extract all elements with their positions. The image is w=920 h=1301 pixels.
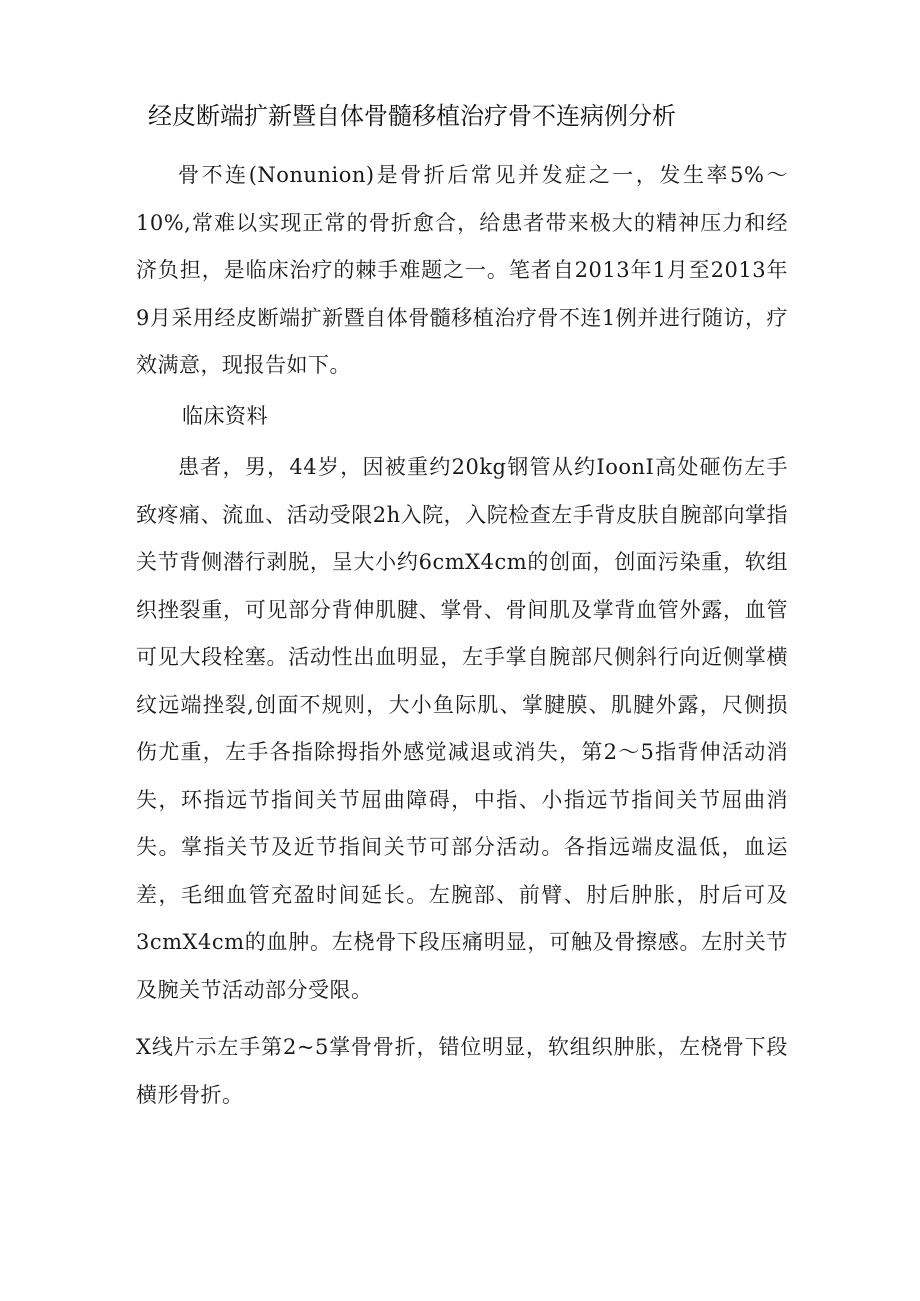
xray-finding-paragraph: X线片示左手第2~5掌骨骨折，错位明显，软组织肿胀，左桡骨下段横形骨折。 bbox=[136, 1035, 788, 1107]
case-description-paragraph: 患者，男，44岁，因被重约20kg钢管从约IoonI高处砸伤左手致疼痛、流血、活动受限2h入院，入院检查左手背皮肤自腕部向掌指关节背侧潜行剥脱，呈大小约6cmX4cm的创面，创面污染重，软组织挫裂重，可见部分背伸肌腱、掌骨、骨间肌及掌背血管外露，血管可见大段栓塞。活动性出血明显，左手掌自腕部尺侧斜行向近侧掌横纹远端挫裂,创面不规则，大小鱼际肌、掌腱膜、肌腱外露，尺侧损伤尤重，左手各指除拇指外感觉减退或消失，第2～5指背伸活动消失，环指远节指间关节屈曲障碍，中指、小指远节指间关节屈曲消失。掌指关节及近节指间关节可部分活动。各指远端皮温低，血运差，毛细血管充盈时间延长。左腕部、前臂、肘后肿胀，肘后可及3cmX4cm的血肿。左桡骨下段压痛明显，可触及骨擦感。左肘关节及腕关节活动部分受限。 bbox=[136, 455, 788, 1002]
document-title: 经皮断端扩新暨自体骨髓移植治疗骨不连病例分析 bbox=[148, 102, 676, 130]
section-heading-clinical-data: 临床资料 bbox=[182, 404, 268, 428]
intro-paragraph: 骨不连(Nonunion)是骨折后常见并发症之一，发生率5%～10%,常难以实现正常的骨折愈合，给患者带来极大的精神压力和经济负担，是临床治疗的棘手难题之一。笔者自2013年1月至2013年9月采用经皮断端扩新暨自体骨髓移植治疗骨不连1例并进行随访，疗效满意，现报告如下。 bbox=[136, 163, 788, 377]
